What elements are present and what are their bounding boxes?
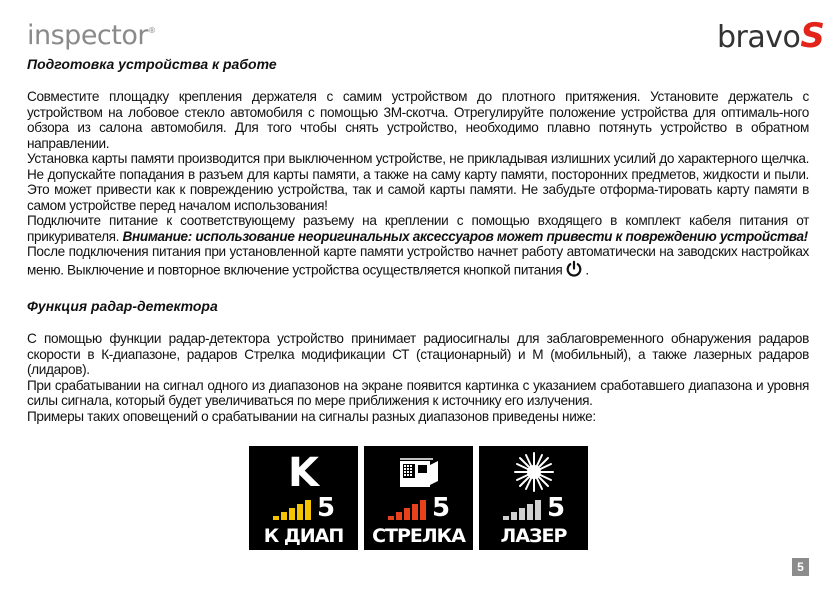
paragraph-autostart bbox=[27, 244, 809, 281]
signal-level: 5 bbox=[547, 493, 566, 523]
autostart-text: После подключения питания при установленной карте памяти устройство начнет работу автоматически на заводских настройках меню. Выключение и повторное включение устройства осуществляется кнопкой питания bbox=[27, 244, 809, 277]
signal-bars-icon bbox=[386, 500, 430, 520]
signal-bar bbox=[503, 516, 509, 520]
paragraph-mounting: Совместите площадку крепления держателя с самим устройством до плотного притяжения. Установите держатель с устройством на лобовое стекло автомобиля с помощью 3М-скотча. Отрегулируйте положение устройства для оптималь-ного обзора из салона автомобиля. Для того чтобы снять устройство, необходимо плавно потянуть устройство в обратном направлении. bbox=[27, 89, 809, 151]
signal-bars-icon bbox=[501, 500, 545, 520]
page-content bbox=[27, 56, 809, 424]
signal-bar bbox=[388, 516, 394, 520]
signal-bar bbox=[535, 500, 541, 520]
section-title-preparation: Подготовка устройства к работе bbox=[27, 56, 277, 72]
power-text: Подключите питание к соответствующему разъему на креплении с помощью входящего в комплект кабеля питания от прикуривателя. bbox=[27, 213, 809, 244]
signal-bar bbox=[420, 500, 426, 520]
bravo-logo-accent: S bbox=[800, 16, 825, 56]
signal-bar bbox=[305, 500, 311, 520]
signal-bar bbox=[511, 512, 517, 520]
signal-bar bbox=[297, 504, 303, 520]
paragraph-radar-intro: С помощью функции радар-детектора устройство принимает радиосигналы для заблаговременного обнаружения радаров скорости в К-диапазоне, радаров Стрелка модификации СТ (стационарный) и М (мобильный), а также лазерных радаров (лидаров). bbox=[27, 331, 809, 377]
section-title-radar: Функция радар-детектора bbox=[27, 298, 218, 314]
paragraph-radar-examples: Примеры таких оповещений о срабатывании на сигналы разных диапазонов приведены ниже: bbox=[27, 408, 596, 424]
paragraph-radar-alert: При срабатывании на сигнал одного из диапазонов на экране появится картинка с указанием сработавшего диапазона и уровня силы сигнала, который будет увеличиваться по мере приближения к источнику его излучения. bbox=[27, 377, 809, 408]
alert-label: К ДИАП bbox=[263, 525, 344, 547]
inspector-logo-text: inspector bbox=[27, 20, 148, 51]
power-icon bbox=[565, 260, 583, 282]
autostart-period: . bbox=[585, 261, 589, 277]
inspector-logo: inspector® bbox=[27, 20, 156, 51]
bravo-logo-text: bravo bbox=[717, 20, 801, 55]
alert-examples bbox=[249, 446, 588, 550]
k-band-letter: K bbox=[288, 450, 319, 496]
page-number: 5 bbox=[792, 558, 809, 576]
signal-level: 5 bbox=[432, 493, 451, 523]
laser-burst-icon bbox=[513, 451, 555, 493]
paragraph-memory-card: Установка карты памяти производится при выключенном устройстве, не прикладывая излишних усилий до характерного щелчка. Не допускайте попадания в разъем для карты памяти, а также на саму карту памяти, посторонних предметов, жидкости и пыли. Это может привести как к повреждению устройства, так и самой карты памяти. Не забудьте отформа-тировать карту памяти в самом устройстве перед началом использования! bbox=[27, 151, 809, 213]
page-header bbox=[0, 0, 840, 60]
signal-bar bbox=[519, 508, 525, 520]
signal-bar bbox=[404, 508, 410, 520]
alert-label: ЛАЗЕР bbox=[500, 525, 567, 547]
signal-level: 5 bbox=[317, 493, 336, 523]
signal-bar bbox=[412, 504, 418, 520]
paragraph-power bbox=[27, 213, 809, 244]
signal-bars-icon bbox=[271, 500, 315, 520]
bravo-logo bbox=[717, 16, 824, 56]
alert-label: СТРЕЛКА bbox=[372, 525, 465, 547]
signal-bar bbox=[281, 512, 287, 520]
signal-bar bbox=[273, 516, 279, 520]
alert-tile-strelka bbox=[364, 446, 473, 550]
warning-text: Внимание: использование неоригинальных аксессуаров может привести к повреждению устройства! bbox=[122, 228, 808, 244]
signal-bar bbox=[289, 508, 295, 520]
alert-tile-k-band bbox=[249, 446, 358, 550]
signal-bar bbox=[527, 504, 533, 520]
signal-bar bbox=[396, 512, 402, 520]
strelka-camera-icon bbox=[397, 455, 441, 493]
alert-tile-laser bbox=[479, 446, 588, 550]
